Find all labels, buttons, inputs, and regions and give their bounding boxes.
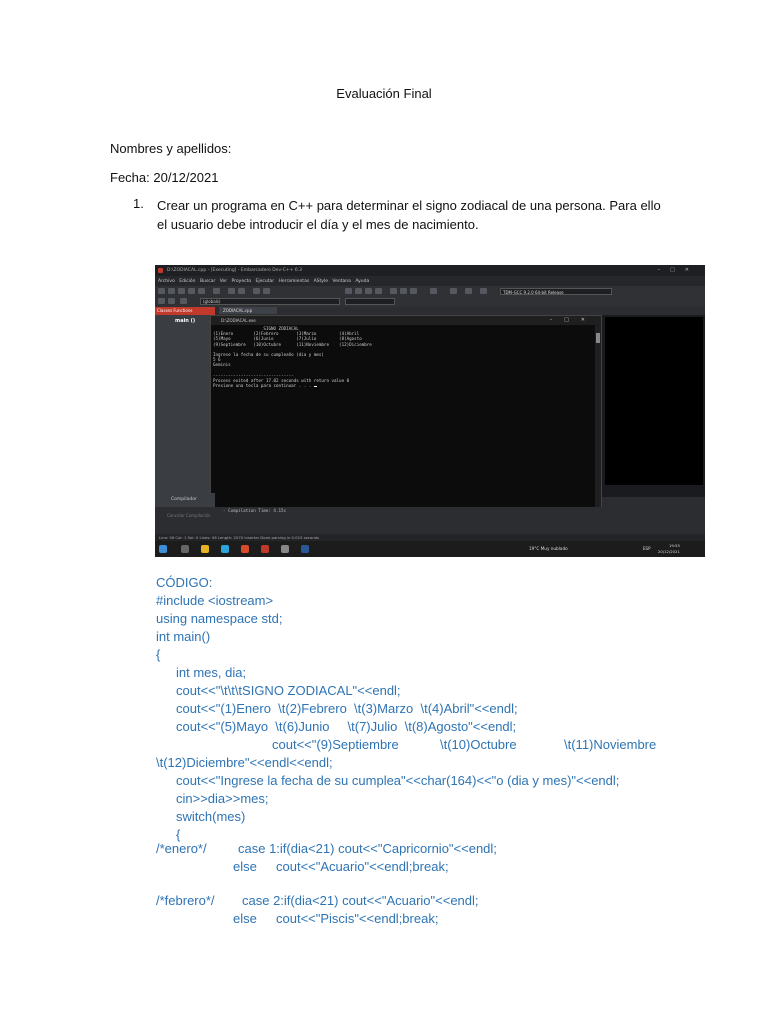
brave-icon[interactable] [241, 545, 249, 553]
compilation-time: - Compilation Time: 4.15s [223, 508, 287, 513]
stop-icon[interactable] [410, 288, 417, 294]
redo-icon[interactable] [238, 288, 245, 294]
code-line: cout<<"(5)Mayo \t(6)Junio \t(7)Julio \t(8)Agosto"<<endl; [176, 719, 517, 734]
code-line: \t(10)Octubre [440, 737, 517, 752]
toolbar-secondary [155, 297, 705, 307]
console-title: D:\ZODIACAL.exe [211, 316, 601, 325]
tab-zodiacal-cpp[interactable]: ZODIACAL.cpp [219, 307, 277, 314]
goto-icon[interactable] [180, 298, 187, 304]
file-explorer-icon[interactable] [201, 545, 209, 553]
console-app-icon[interactable] [281, 545, 289, 553]
console-output: SIGNO ZODIACAL (1)Enero (2)Febrero (3)Marzo (4)Abril (5)Mayo (6)Junio (7)Julio (8)Agosto (9)Septiembre (10)Octubre (11)Noviembre (12)Diciembre Ingrese la fecha de su cumpleaño (dia y mes) 5 6 Geminis -------------------------------- Process exited after 17.02 seconds with return value 0 Presione una tecla para continuar . . . [213, 326, 372, 389]
window-controls-icon: –□✕ [657, 267, 699, 273]
code-line: else [233, 911, 257, 926]
save-icon[interactable] [178, 288, 185, 294]
toggle-bookmark-icon[interactable] [168, 298, 175, 304]
task-view-icon[interactable] [181, 545, 189, 553]
class-browser-panel [155, 307, 215, 497]
symbol-select[interactable] [345, 298, 395, 305]
code-line: cout<<"Piscis"<<endl;break; [276, 911, 439, 926]
project-icon[interactable] [465, 288, 472, 294]
rebuild-icon[interactable] [375, 288, 382, 294]
code-heading: CÓDIGO: [156, 575, 213, 590]
debug-icon[interactable] [390, 288, 397, 294]
code-line: case 2:if(dia<21) cout<<"Acuario"<<endl; [242, 893, 479, 908]
console-window[interactable] [210, 315, 602, 510]
menu-items[interactable]: Archivo Edición Buscar Ver Proyecto Ejecutar Herramientas AStyle Ventana Ayuda [158, 279, 370, 284]
code-line: #include <iostream> [156, 593, 274, 608]
sidebar-tabs[interactable]: Classes Functions [155, 307, 215, 315]
insert-icon[interactable] [158, 298, 165, 304]
close-file-icon[interactable] [198, 288, 205, 294]
code-line: cout<<"\t\t\tSIGNO ZODIACAL"<<endl; [176, 683, 401, 698]
layout-icon[interactable] [450, 288, 457, 294]
code-line: { [156, 647, 161, 662]
save-all-icon[interactable] [188, 288, 195, 294]
code-line: else [233, 859, 257, 874]
code-line: \t(12)Diciembre"<<endl<<endl; [156, 755, 333, 770]
chart-icon[interactable] [430, 288, 437, 294]
code-comment: /*enero*/ [156, 841, 207, 856]
replace-icon[interactable] [263, 288, 270, 294]
menu-bar [155, 276, 705, 286]
status-bar: Line: 56 Col: 1 Sel: 0 Lines: 56 Length: 2070 Insertar Done parsing in 0.015 seconds [155, 534, 705, 541]
window-title: D:\ZODIACAL.cpp - [Executing] - Embarcadero Dev-C++ 6.3 [167, 268, 302, 273]
names-label: Nombres y apellidos: [110, 141, 232, 156]
print-icon[interactable] [213, 288, 220, 294]
code-line: cout<<"(9)Septiembre [272, 737, 399, 752]
console-scrollbar[interactable] [595, 325, 601, 509]
code-comment: /*febrero*/ [156, 893, 215, 908]
run-icon[interactable] [355, 288, 362, 294]
settings-icon[interactable] [480, 288, 487, 294]
app-icon [158, 268, 163, 273]
document-title: Evaluación Final [336, 86, 432, 101]
compile-run-icon[interactable] [365, 288, 372, 294]
ide-titlebar [155, 265, 705, 276]
question-text: Crear un programa en C++ para determinar el signo zodiacal de una persona. Para ello el usuario debe introducir el día y el mes de nacimiento. [157, 198, 661, 232]
ide-screenshot [155, 265, 705, 557]
toolbar-main [155, 286, 705, 297]
cancel-compilation-button[interactable]: Cancelar Compilación [167, 513, 211, 518]
code-line: case 1:if(dia<21) cout<<"Capricornio"<<endl; [238, 841, 497, 856]
code-line: cin>>dia>>mes; [176, 791, 269, 806]
compiler-select[interactable]: TDM-GCC 9.2.0 64-bit Release [500, 288, 612, 295]
code-line: int main() [156, 629, 211, 644]
sidebar-item-main[interactable]: main () [175, 318, 196, 324]
code-line: cout<<"Ingrese la fecha de su cumplea"<<char(164)<<"o (dia y mes)"<<endl; [176, 773, 620, 788]
code-line: cout<<"Acuario"<<endl;break; [276, 859, 449, 874]
compile-icon[interactable] [345, 288, 352, 294]
open-icon[interactable] [168, 288, 175, 294]
question-number: 1. [133, 196, 144, 211]
language-indicator[interactable]: ESP [643, 546, 651, 551]
code-line: { [176, 827, 181, 842]
check-icon[interactable] [400, 288, 407, 294]
code-line: cout<<"(1)Enero \t(2)Febrero \t(3)Marzo \t(4)Abril"<<endl; [176, 701, 518, 716]
weather-widget[interactable]: 19°C Muy nublado [529, 546, 568, 551]
scope-select[interactable]: (globals) [200, 298, 340, 305]
word-icon[interactable] [301, 545, 309, 553]
windows-taskbar [155, 541, 705, 557]
compiler-tab[interactable]: Compilador [155, 493, 215, 507]
console-window-controls-icon[interactable]: –□✕ [549, 317, 597, 323]
code-line: using namespace std; [156, 611, 283, 626]
code-line: switch(mes) [176, 809, 246, 824]
devcpp-icon[interactable] [261, 545, 269, 553]
code-line: \t(11)Noviembre [564, 737, 657, 752]
code-line: int mes, dia; [176, 665, 247, 680]
clock[interactable]: 19:55 20/12/2021 [658, 543, 680, 554]
console-cursor [314, 386, 317, 387]
edge-icon[interactable] [221, 545, 229, 553]
search-icon[interactable] [253, 288, 260, 294]
new-file-icon[interactable] [158, 288, 165, 294]
date-label: Fecha: 20/12/2021 [110, 170, 219, 185]
editor-right-pane [605, 317, 703, 485]
undo-icon[interactable] [228, 288, 235, 294]
start-icon[interactable] [159, 545, 167, 553]
